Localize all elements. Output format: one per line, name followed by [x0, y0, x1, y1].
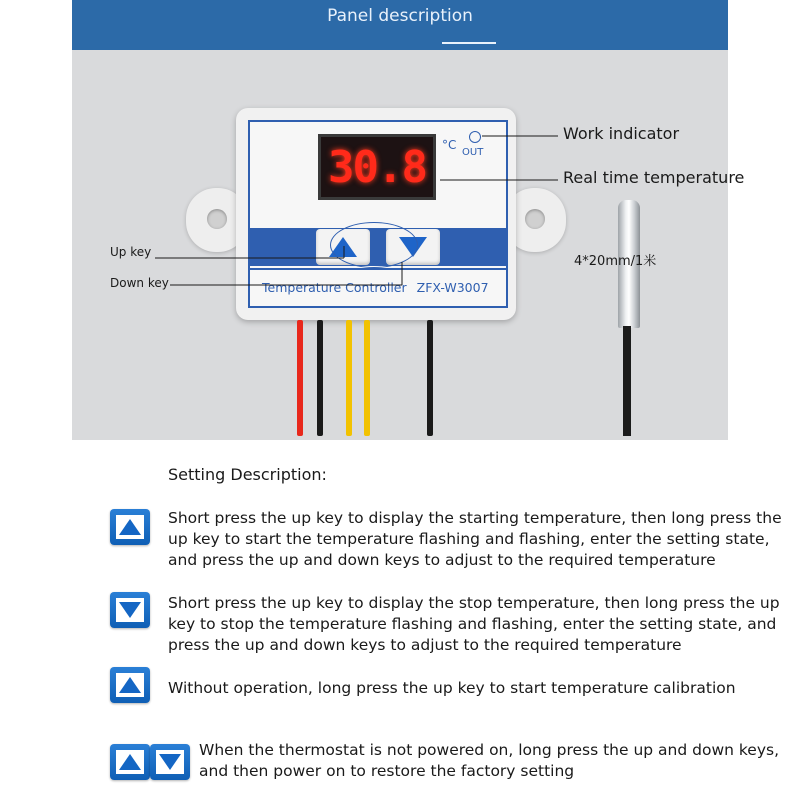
- header-title: Panel description: [327, 6, 473, 26]
- wire-black: [317, 320, 323, 436]
- wire-yellow: [364, 320, 370, 436]
- real-time-temperature-label: Real time temperature: [563, 168, 745, 187]
- keys-highlight-oval: [330, 222, 418, 268]
- model-code: ZFX-W3007: [416, 280, 489, 295]
- model-name: Temperature Controller: [262, 280, 407, 295]
- setting-item-1: Short press the up key to display the starting temperature, then long press the up key to start the temperature flashing and flashing, enter the setting state, and press the up and down keys to adjust to the required temperature: [168, 509, 782, 569]
- display-value: 30.8: [328, 141, 426, 193]
- down-arrow-icon: [150, 744, 190, 780]
- down-arrow-icon: [110, 592, 150, 628]
- led-display: [318, 134, 436, 200]
- screw-hole: [525, 209, 545, 229]
- settings-title: Setting Description:: [168, 465, 327, 484]
- up-arrow-icon: [110, 509, 150, 545]
- header-underline: [442, 42, 496, 44]
- out-label: OUT: [462, 147, 484, 158]
- setting-item-3: Without operation, long press the up key to start temperature calibration: [168, 679, 736, 697]
- setting-item-2: Short press the up key to display the stop temperature, then long press the up key to stop the temperature flashing and flashing, enter the setting state, and press the up and down keys to adjust to the required temperature: [168, 594, 780, 654]
- celsius-unit: °C: [442, 138, 457, 152]
- up-arrow-icon: [110, 667, 150, 703]
- header-banner: [72, 0, 728, 50]
- probe-size-label: 4*20mm/1米: [574, 254, 657, 269]
- screw-hole: [207, 209, 227, 229]
- up-key-label: Up key: [110, 245, 152, 259]
- setting-item-4: When the thermostat is not powered on, long press the up and down keys, and then power on to restore the factory setting: [199, 741, 780, 780]
- wire-red: [297, 320, 303, 436]
- wire-black: [427, 320, 433, 436]
- up-arrow-icon: [110, 744, 150, 780]
- work-indicator-led: [469, 131, 481, 143]
- model-label: [262, 280, 489, 295]
- down-key-label: Down key: [110, 276, 169, 290]
- probe-cable: [623, 326, 631, 436]
- work-indicator-label: Work indicator: [563, 124, 680, 143]
- model-divider: [250, 268, 506, 270]
- wire-yellow: [346, 320, 352, 436]
